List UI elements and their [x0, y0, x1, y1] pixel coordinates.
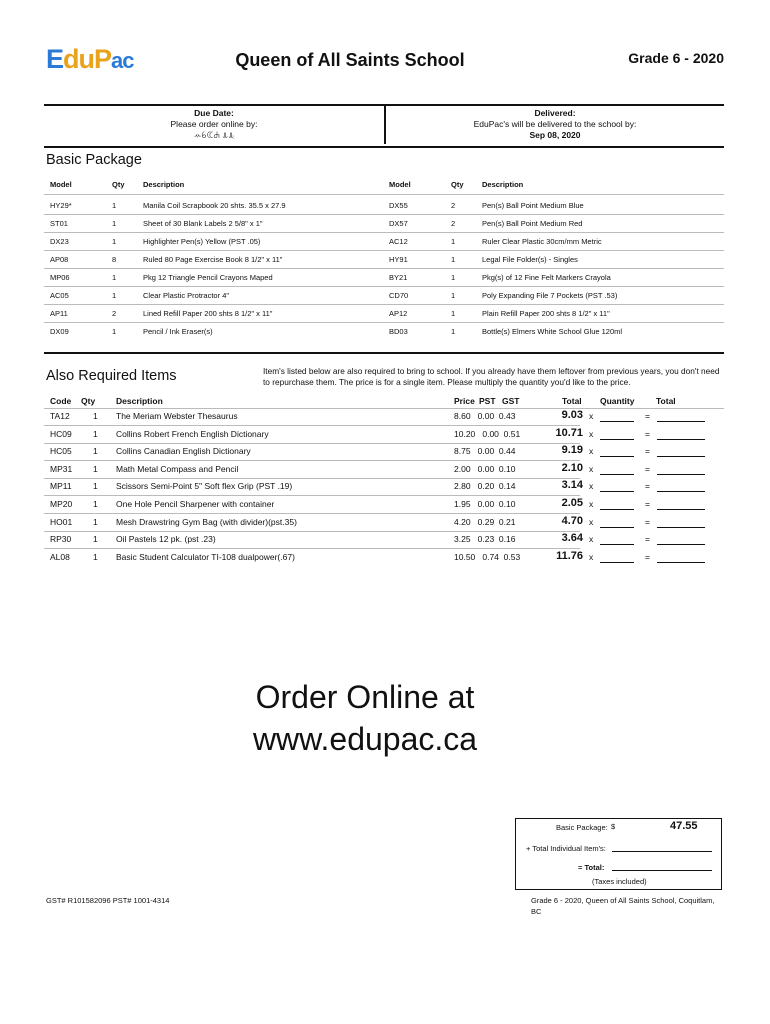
ar-qty: 1 [93, 499, 98, 509]
bp-desc-2: Legal File Folder(s) - Singles [482, 255, 578, 264]
ar-desc: Mesh Drawstring Gym Bag (with divider)(pst.35) [116, 516, 297, 527]
bp-model-1: DX09 [50, 327, 69, 336]
ar-eq: = [645, 551, 650, 562]
bp-qty-2: 1 [451, 309, 456, 318]
bp-model-1: AP08 [50, 255, 69, 264]
bp-model-2: BY21 [389, 273, 408, 282]
ar-row-rule [44, 531, 580, 532]
order-online-line1: Order Online at [255, 679, 475, 715]
bp-qty-1: 8 [112, 255, 117, 264]
ar-qty: 1 [93, 463, 98, 474]
summary-dollar: $ [611, 822, 616, 831]
ar-code: AL08 [50, 551, 70, 562]
ar-total-blank[interactable] [657, 491, 705, 492]
ar-total-blank[interactable] [657, 439, 705, 440]
ar-row-rule [44, 460, 580, 461]
ar-quantity-blank[interactable] [600, 491, 634, 492]
ar-quantity-blank[interactable] [600, 544, 634, 545]
ar-row-rule [44, 443, 580, 444]
ar-code: MP31 [50, 463, 73, 474]
ar-row-rule [44, 548, 580, 549]
delivered-label: Delivered: [534, 108, 576, 118]
bp-qty-1: 1 [112, 291, 117, 300]
ar-x: x [589, 516, 594, 527]
bp-row-rule [44, 304, 724, 305]
bp-qty-2: 1 [451, 255, 456, 264]
ar-x: x [589, 463, 594, 474]
ar-desc: Collins Robert French English Dictionary [116, 428, 269, 439]
due-date-label: Due Date: [194, 108, 234, 118]
ar-header-gst: GST [502, 396, 520, 406]
bp-row-rule [44, 232, 724, 233]
bp-header-model-2: Model [389, 180, 411, 189]
ar-eq: = [645, 446, 650, 457]
school-title: Queen of All Saints School [235, 50, 465, 70]
bp-model-1: DX23 [50, 237, 69, 246]
ar-code: HC09 [50, 428, 72, 439]
ar-header-total: Total [562, 396, 582, 406]
ar-eq: = [645, 463, 650, 474]
footer-school-line: Grade 6 - 2020, Queen of All Saints School, Coquitlam, BC [531, 896, 715, 916]
ar-x: x [589, 551, 594, 562]
bp-qty-1: 1 [112, 327, 117, 336]
ar-pricing: 3.25 0.23 0.16 [454, 534, 516, 545]
ar-code: MP20 [50, 499, 73, 509]
also-required-note: Item's listed below are also required to bring to school. If you already have them leftover from previous years, you don't need to repurchase them. The price is for a single item. Please multiply the quantity you'd like to the price. [263, 366, 720, 387]
bp-model-1: HY29* [50, 201, 72, 210]
bp-row-rule [44, 214, 724, 215]
ar-code: RP30 [50, 534, 72, 545]
ar-x: x [589, 428, 594, 439]
ar-code: HO01 [50, 516, 73, 527]
ar-row-rule [44, 513, 580, 514]
ar-quantity-blank[interactable] [600, 562, 634, 563]
ar-eq: = [645, 516, 650, 527]
ar-qty: 1 [93, 534, 98, 545]
ar-quantity-blank[interactable] [600, 421, 634, 422]
bp-header-rule [44, 194, 724, 195]
ar-header-code: Code [50, 396, 72, 406]
ar-pricing: 1.95 0.00 0.10 [454, 499, 516, 509]
ar-quantity-blank[interactable] [600, 456, 634, 457]
ar-header-quantity: Quantity [600, 396, 635, 406]
bp-qty-2: 1 [451, 237, 456, 246]
bp-row-rule [44, 268, 724, 269]
bp-model-1: AC05 [50, 291, 69, 300]
edupac-logo: EduPac [46, 44, 134, 74]
bp-model-2: HY91 [389, 255, 408, 264]
ar-header-rule [44, 408, 724, 409]
bp-header-model-1: Model [50, 180, 72, 189]
ar-total-blank[interactable] [657, 421, 705, 422]
ar-code: HC05 [50, 446, 72, 457]
ar-quantity-blank[interactable] [600, 439, 634, 440]
bp-header-qty-2: Qty [451, 180, 464, 189]
bp-desc-2: Poly Expanding File 7 Pockets (PST .53) [482, 291, 618, 300]
bp-qty-2: 1 [451, 327, 456, 336]
bp-qty-1: 1 [112, 219, 117, 228]
bp-desc-2: Pen(s) Ball Point Medium Blue [482, 201, 584, 210]
ar-qty: 1 [93, 481, 98, 492]
ar-total: 2.05 [561, 497, 583, 509]
bp-qty-1: 1 [112, 273, 117, 282]
ar-eq: = [645, 428, 650, 439]
bp-desc-1: Sheet of 30 Blank Labels 2 5/8" x 1" [143, 219, 263, 228]
ar-header-qty: Qty [81, 396, 96, 406]
ar-x: x [589, 481, 594, 492]
ar-total: 9.19 [561, 444, 583, 457]
ar-code: TA12 [50, 411, 70, 421]
bp-desc-2: Ruler Clear Plastic 30cm/mm Metric [482, 237, 602, 246]
bp-desc-1: Highlighter Pen(s) Yellow (PST .05) [143, 237, 261, 246]
ar-quantity-blank[interactable] [600, 474, 634, 475]
bp-qty-1: 2 [112, 309, 117, 318]
ar-header-desc: Description [116, 396, 163, 406]
ar-row-rule [44, 425, 580, 426]
ar-eq: = [645, 499, 650, 509]
bp-qty-2: 1 [451, 291, 456, 300]
ar-row-rule [44, 495, 580, 496]
ar-desc: Oil Pastels 12 pk. (pst .23) [116, 534, 216, 545]
bp-desc-1: Clear Plastic Protractor 4" [143, 291, 230, 300]
summary-taxes-note: (Taxes included) [592, 877, 647, 886]
bp-model-2: DX55 [389, 201, 408, 210]
ar-pricing: 2.80 0.20 0.14 [454, 481, 516, 492]
ar-pricing: 10.20 0.00 0.51 [454, 428, 521, 439]
summary-basic-value: 47.55 [670, 820, 698, 832]
ar-total-blank[interactable] [657, 474, 705, 475]
ar-total-blank[interactable] [657, 509, 705, 510]
delivered-block [386, 108, 724, 141]
ar-header-total2: Total [656, 396, 676, 406]
ar-x: x [589, 446, 594, 457]
ar-total: 11.76 [556, 549, 583, 562]
ar-eq: = [645, 534, 650, 545]
ar-desc: Math Metal Compass and Pencil [116, 463, 239, 474]
ar-total: 2.10 [561, 461, 583, 474]
ar-pricing: 8.75 0.00 0.44 [454, 446, 516, 457]
ar-total: 9.03 [561, 409, 583, 421]
bp-model-2: AP12 [389, 309, 408, 318]
bp-desc-2: Pkg(s) of 12 Fine Felt Markers Crayola [482, 273, 611, 282]
ar-qty: 1 [93, 516, 98, 527]
ar-total-blank[interactable] [657, 562, 705, 563]
bp-desc-2: Pen(s) Ball Point Medium Red [482, 219, 583, 228]
summary-total-blank[interactable] [612, 870, 712, 871]
ar-quantity-blank[interactable] [600, 509, 634, 510]
bp-qty-2: 2 [451, 219, 456, 228]
ar-quantity-blank[interactable] [600, 527, 634, 528]
bp-model-1: MP06 [50, 273, 70, 282]
bp-qty-1: 1 [112, 237, 117, 246]
ar-total: 10.71 [555, 426, 583, 439]
ar-desc: The Meriam Webster Thesaurus [116, 411, 238, 421]
bp-model-2: AC12 [389, 237, 408, 246]
bp-row-rule [44, 250, 724, 251]
bp-model-1: AP11 [50, 309, 68, 318]
summary-individual-label: + Total Individual Item's: [526, 844, 606, 853]
delivered-date: Sep 08, 2020 [529, 130, 581, 140]
ar-header-pst: PST [479, 396, 496, 406]
bp-qty-1: 1 [112, 201, 117, 210]
bp-desc-1: Manila Coil Scrapbook 20 shts. 35.5 x 27.9 [143, 201, 286, 210]
bp-desc-1: Lined Refill Paper 200 shts 8 1/2" x 11" [143, 309, 273, 318]
ar-desc: Basic Student Calculator TI-108 dualpower(.67) [116, 551, 295, 562]
bp-row-rule [44, 286, 724, 287]
order-online-url[interactable]: www.edupac.ca [252, 721, 478, 757]
due-date-block [44, 108, 384, 141]
ar-eq: = [645, 411, 650, 421]
ar-total-blank[interactable] [657, 527, 705, 528]
bp-desc-1: Pkg 12 Triangle Pencil Crayons Maped [143, 273, 273, 282]
bp-desc-1: Ruled 80 Page Exercise Book 8 1/2" x 11" [143, 255, 283, 264]
bp-model-2: BD03 [389, 327, 408, 336]
ar-row-rule [44, 478, 580, 479]
summary-basic-label: Basic Package: [556, 823, 608, 832]
ar-total: 3.14 [561, 479, 583, 492]
bp-row-rule [44, 322, 724, 323]
ar-x: x [589, 534, 594, 545]
due-date-line2: ꕂꕃꕆꕈ ꕊꕋ [193, 130, 235, 140]
ar-desc: One Hole Pencil Sharpener with container [116, 499, 275, 509]
ar-total-blank[interactable] [657, 544, 705, 545]
due-date-line1: Please order online by: [170, 119, 258, 129]
ar-pricing: 2.00 0.00 0.10 [454, 463, 516, 474]
grade-label: Grade 6 - 2020 [628, 50, 724, 66]
bp-model-2: DX57 [389, 219, 408, 228]
ar-desc: Collins Canadian English Dictionary [116, 446, 251, 457]
footer-tax-ids: GST# R101582096 PST# 1001-4314 [46, 896, 170, 905]
bp-model-1: ST01 [50, 219, 68, 228]
ar-qty: 1 [93, 428, 98, 439]
delivered-line1: EduPac's will be delivered to the school by: [473, 119, 637, 129]
ar-eq: = [645, 481, 650, 492]
bp-bottom-rule [44, 352, 724, 354]
bp-desc-2: Bottle(s) Elmers White School Glue 120ml [482, 327, 623, 336]
ar-total: 4.70 [561, 514, 583, 527]
summary-individual-blank[interactable] [612, 851, 712, 852]
bp-qty-2: 2 [451, 201, 456, 210]
also-required-title: Also Required Items [46, 368, 177, 384]
basic-package-title: Basic Package [46, 152, 142, 168]
ar-qty: 1 [93, 411, 98, 421]
ar-header-price: Price [454, 396, 475, 406]
bp-model-2: CD70 [389, 291, 409, 300]
ar-desc: Scissors Semi-Point 5" Soft flex Grip (PST .19) [116, 481, 293, 492]
ar-pricing: 8.60 0.00 0.43 [454, 411, 516, 421]
bp-header-desc-1: Description [143, 180, 185, 189]
ar-pricing: 4.20 0.29 0.21 [454, 516, 516, 527]
ar-x: x [589, 499, 594, 509]
ar-qty: 1 [93, 446, 98, 457]
ar-code: MP11 [50, 481, 72, 492]
summary-total-label: = Total: [578, 863, 605, 872]
ar-pricing: 10.50 0.74 0.53 [454, 551, 521, 562]
bp-desc-2: Plain Refill Paper 200 shts 8 1/2" x 11" [482, 309, 610, 318]
ar-qty: 1 [93, 551, 98, 562]
bp-header-desc-2: Description [482, 180, 524, 189]
ar-total-blank[interactable] [657, 456, 705, 457]
ar-total: 3.64 [561, 532, 583, 545]
bp-qty-2: 1 [451, 273, 456, 282]
ar-x: x [589, 411, 594, 421]
bp-header-qty-1: Qty [112, 180, 125, 189]
bp-desc-1: Pencil / Ink Eraser(s) [143, 327, 213, 336]
